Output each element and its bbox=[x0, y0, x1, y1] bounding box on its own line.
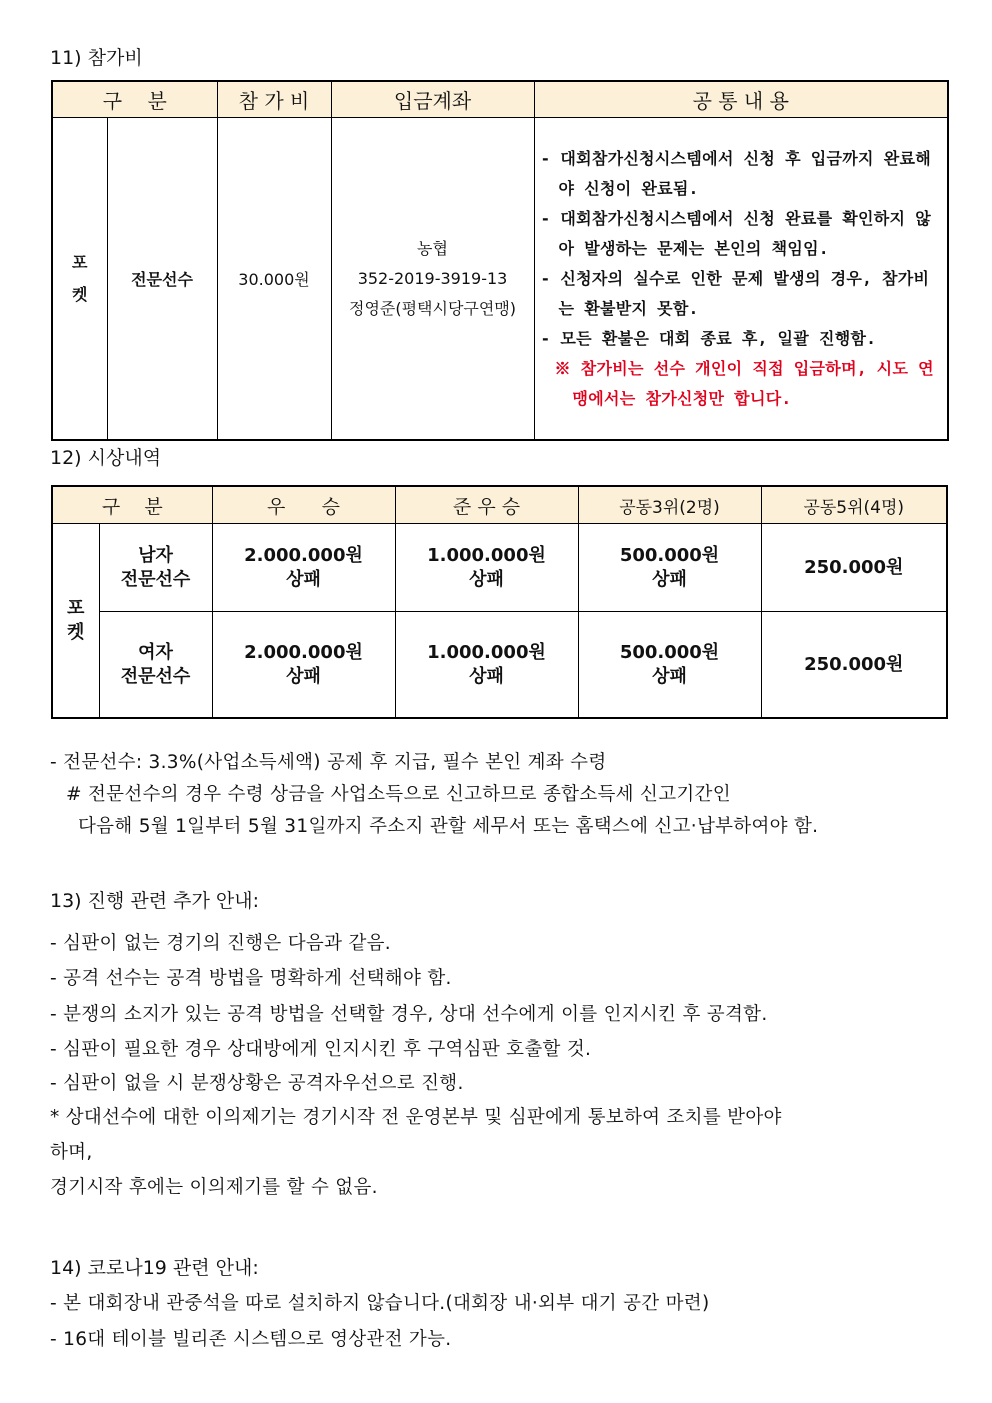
table-row bbox=[52, 524, 947, 612]
header-fee: 참 가 비 bbox=[217, 81, 331, 118]
section-14-title: 14) 코로나19 관련 안내: bbox=[50, 1257, 259, 1279]
header-account: 입금계좌 bbox=[331, 81, 534, 118]
list-item: 경기시작 후에는 이의제기를 할 수 없음. bbox=[50, 1177, 378, 1198]
common-notes-cell bbox=[534, 118, 948, 441]
bank-name: 농협 bbox=[417, 238, 448, 258]
table-row bbox=[52, 118, 948, 441]
entry-fee-table bbox=[51, 80, 949, 441]
table-header-row bbox=[52, 486, 947, 524]
table-header-row bbox=[52, 81, 948, 118]
category-cell: 포 켓 bbox=[52, 524, 99, 719]
note-item: - 대회참가신청시스템에서 신청 후 입금까지 완료해야 신청이 완료됨. bbox=[540, 148, 931, 198]
division-cell: 여자 전문선수 bbox=[99, 612, 212, 719]
account-holder: 정영준(평택시당구연맹) bbox=[348, 298, 517, 318]
second-prize-cell: 1.000.000원 상패 bbox=[395, 612, 578, 719]
account-cell bbox=[331, 118, 534, 441]
list-item: - 심판이 없는 경기의 진행은 다음과 같음. bbox=[50, 933, 391, 954]
warning-note: ※ 참가비는 선수 개인이 직접 입금하며, 시도 연맹에서는 참가신청만 합니다. bbox=[554, 358, 934, 408]
list-item: - 분쟁의 소지가 있는 공격 방법을 선택할 경우, 상대 선수에게 이를 인지시킨 후 공격함. bbox=[50, 1004, 768, 1025]
header-category: 구 분 bbox=[52, 486, 212, 524]
note-item: - 모든 환불은 대회 종료 후, 일괄 진행함. bbox=[540, 328, 877, 348]
division-cell: 남자 전문선수 bbox=[99, 524, 212, 612]
header-second: 준 우 승 bbox=[395, 486, 578, 524]
prize-table bbox=[51, 485, 948, 719]
note-item: - 대회참가신청시스템에서 신청 완료를 확인하지 않아 발생하는 문제는 본인의 책임임. bbox=[540, 208, 931, 258]
header-first: 우 승 bbox=[212, 486, 395, 524]
header-third: 공동3위(2명) bbox=[578, 486, 761, 524]
tax-note-line: 다음해 5월 1일부터 5월 31일까지 주소지 관할 세무서 또는 홈택스에 신고·납부하여야 함. bbox=[78, 816, 819, 837]
note-item: - 신청자의 실수로 인한 문제 발생의 경우, 참가비는 환불받지 못함. bbox=[540, 268, 930, 318]
first-prize-cell: 2.000.000원 상패 bbox=[212, 612, 395, 719]
fee-cell: 30.000원 bbox=[217, 118, 331, 441]
section-11-title: 11) 참가비 bbox=[50, 47, 143, 69]
table-row bbox=[52, 612, 947, 719]
list-item: 하며, bbox=[50, 1142, 93, 1163]
header-common: 공 통 내 용 bbox=[534, 81, 948, 118]
second-prize-cell: 1.000.000원 상패 bbox=[395, 524, 578, 612]
third-prize-cell: 500.000원 상패 bbox=[578, 612, 761, 719]
section-13-title: 13) 진행 관련 추가 안내: bbox=[50, 890, 259, 912]
list-item: - 공격 선수는 공격 방법을 명확하게 선택해야 함. bbox=[50, 968, 452, 989]
section-12-title: 12) 시상내역 bbox=[50, 447, 162, 469]
list-item: - 심판이 없을 시 분쟁상황은 공격자우선으로 진행. bbox=[50, 1073, 464, 1094]
account-number: 352-2019-3919-13 bbox=[357, 268, 508, 288]
third-prize-cell: 500.000원 상패 bbox=[578, 524, 761, 612]
tax-note-line: # 전문선수의 경우 수령 상금을 사업소득으로 신고하므로 종합소득세 신고기간인 bbox=[66, 784, 731, 805]
list-item: - 심판이 필요한 경우 상대방에게 인지시킨 후 구역심판 호출할 것. bbox=[50, 1039, 592, 1060]
division-cell: 전문선수 bbox=[107, 118, 217, 441]
first-prize-cell: 2.000.000원 상패 bbox=[212, 524, 395, 612]
list-item: * 상대선수에 대한 이의제기는 경기시작 전 운영본부 및 심판에게 통보하여 조치를 받아야 bbox=[50, 1107, 782, 1128]
tax-note-line: - 전문선수: 3.3%(사업소득세액) 공제 후 지급, 필수 본인 계좌 수령 bbox=[50, 752, 607, 773]
list-item: - 본 대회장내 관중석을 따로 설치하지 않습니다.(대회장 내·외부 대기 공간 마련) bbox=[50, 1293, 710, 1314]
fifth-prize-cell: 250.000원 bbox=[761, 524, 947, 612]
header-category: 구 분 bbox=[52, 81, 217, 118]
list-item: - 16대 테이블 빌리존 시스템으로 영상관전 가능. bbox=[50, 1329, 452, 1350]
category-cell: 포 켓 bbox=[52, 118, 107, 441]
header-fifth: 공동5위(4명) bbox=[761, 486, 947, 524]
fifth-prize-cell: 250.000원 bbox=[761, 612, 947, 719]
